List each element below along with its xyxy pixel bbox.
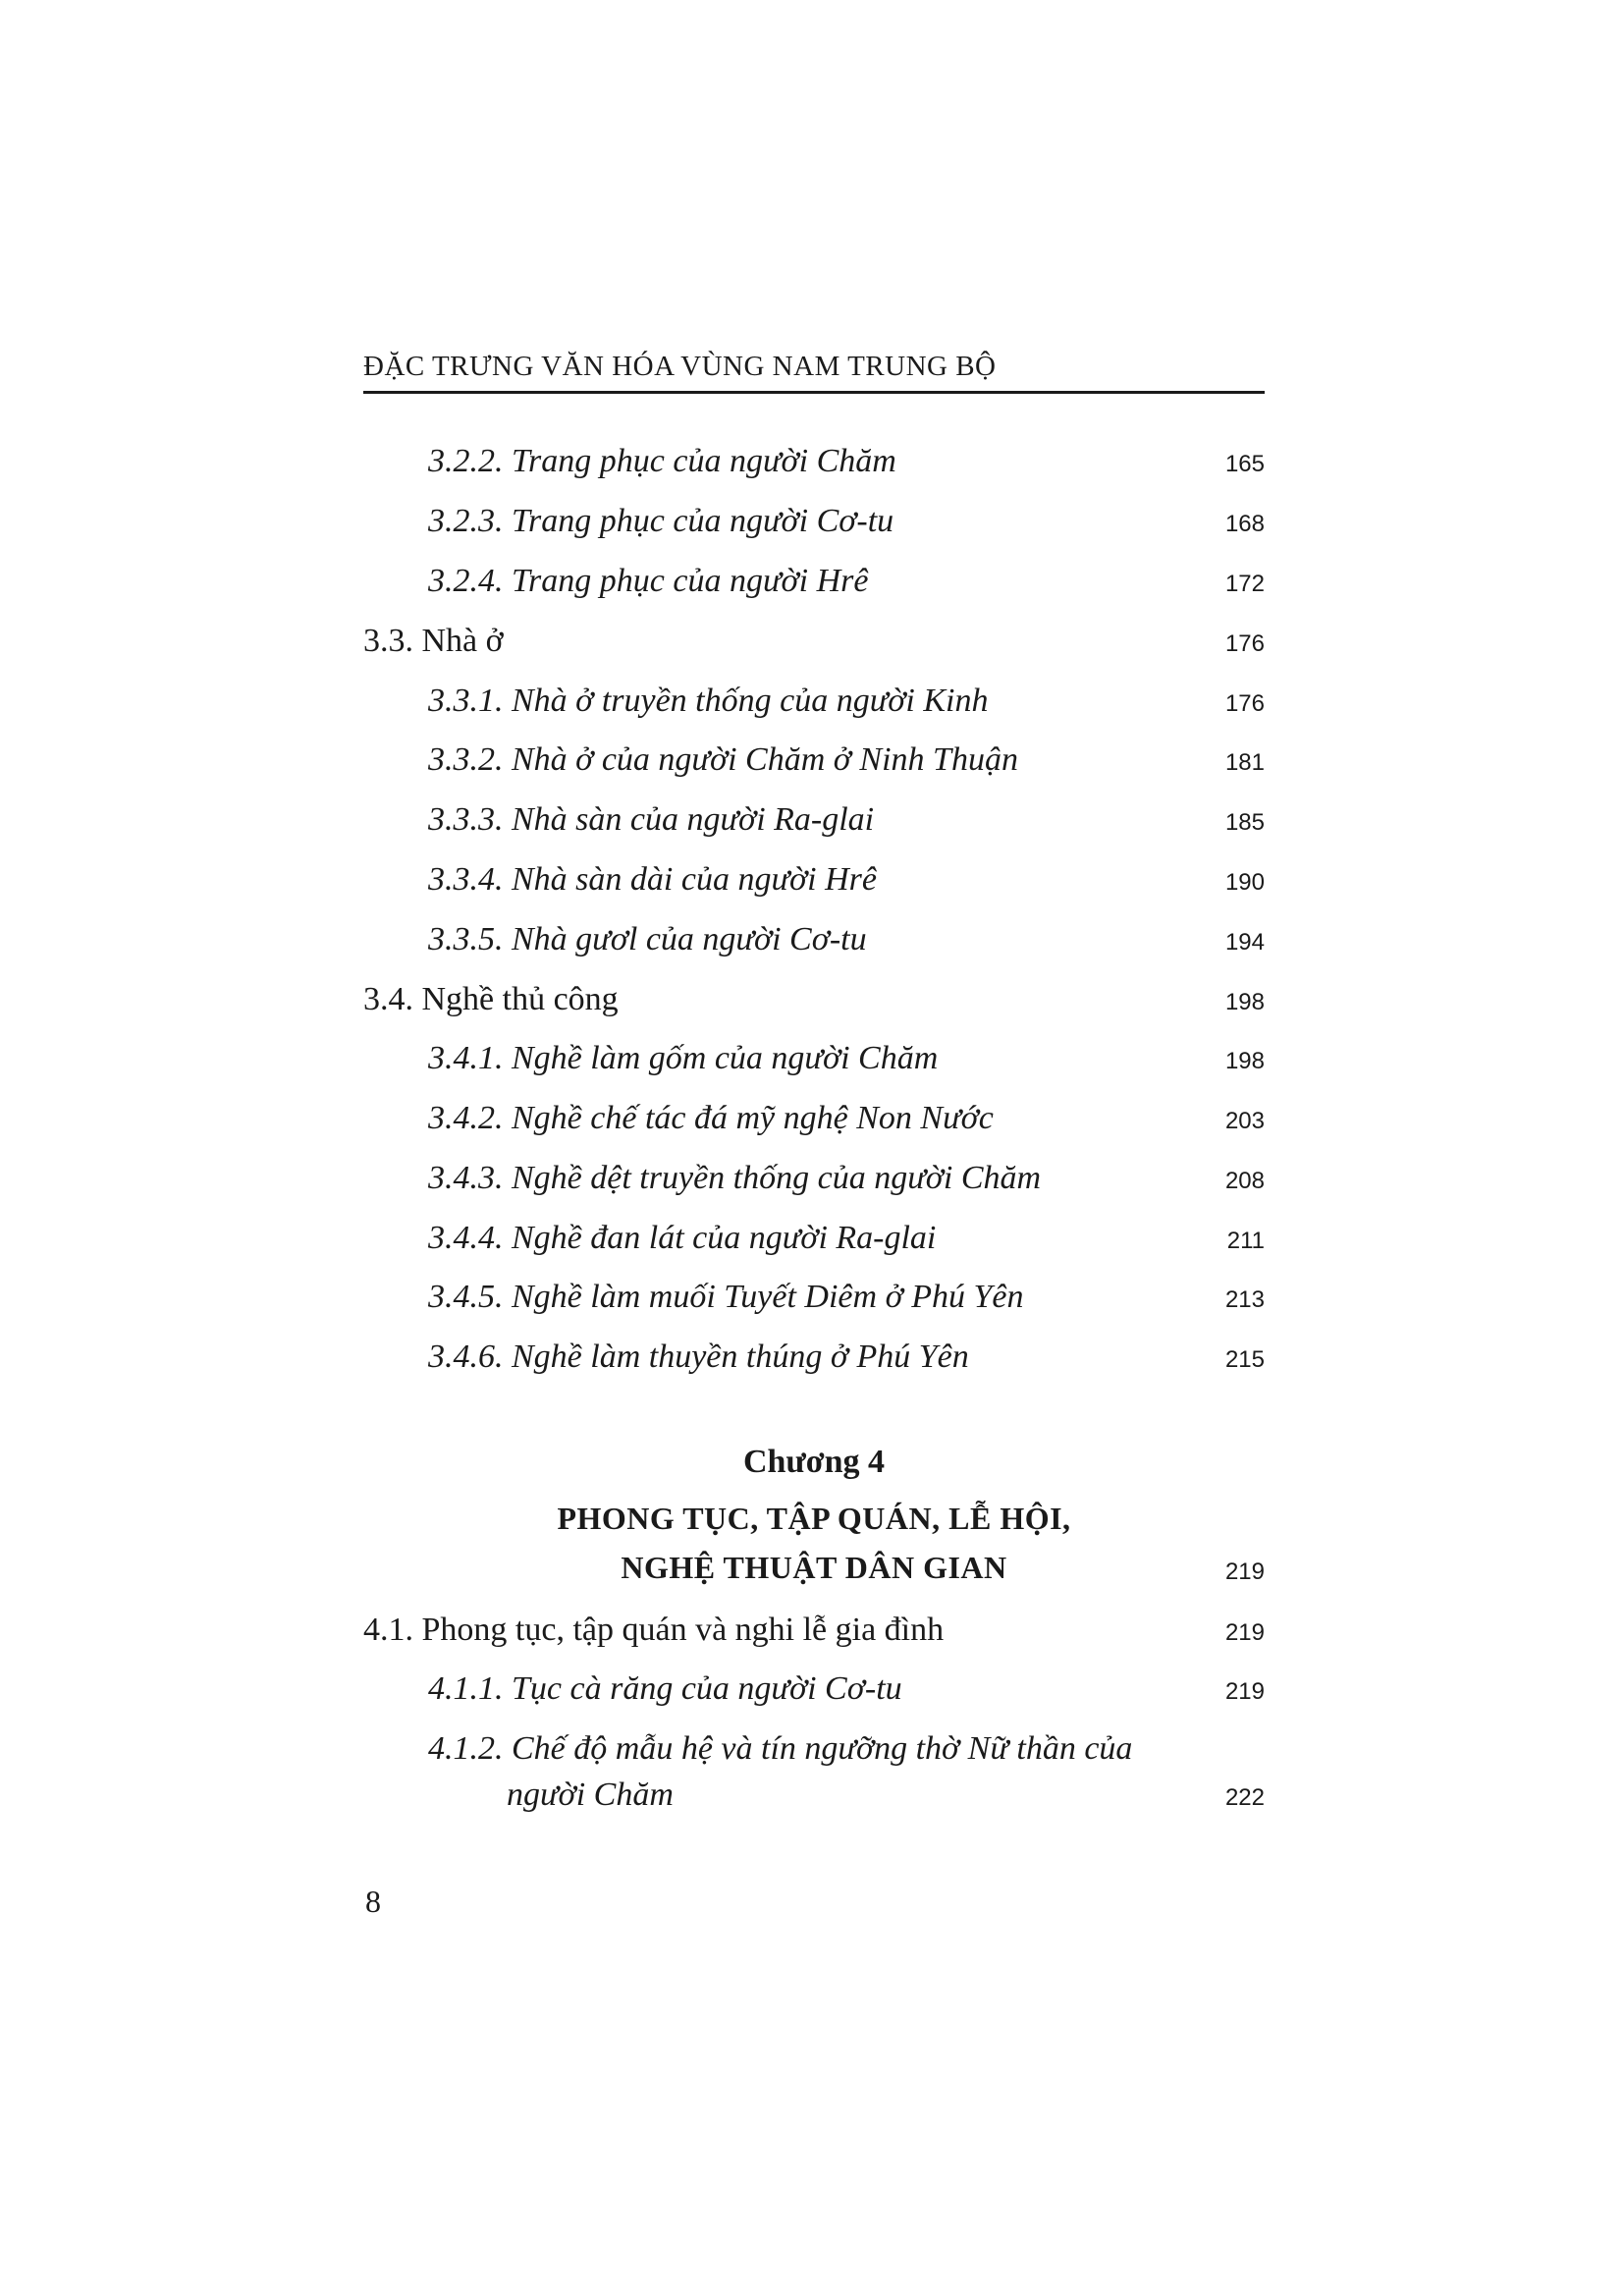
toc-entry-page: 203 (1224, 1108, 1265, 1134)
toc-entry-page: 194 (1224, 929, 1265, 956)
running-header (363, 346, 1265, 394)
toc-entry-page: 198 (1224, 1048, 1265, 1074)
toc-entry (363, 1662, 1265, 1709)
toc-section-page: 176 (1224, 630, 1265, 657)
toc-entry-title: 3.4.5. Nghề làm muối Tuyết Diêm ở Phú Yên (428, 1279, 1024, 1315)
toc-entry (363, 852, 1265, 900)
toc-entry-continuation (363, 1768, 1265, 1815)
toc-entry-title: 3.4.4. Nghề đan lát của người Ra-glai (428, 1220, 937, 1256)
toc-entry-title: 3.2.4. Trang phục của người Hrê (428, 563, 869, 599)
toc-entry-page: 222 (1224, 1784, 1265, 1811)
toc-section-title: 3.4. Nghề thủ công (363, 981, 619, 1017)
toc-entry (363, 554, 1265, 601)
toc-entry-title: 4.1.1. Tục cà răng của người Cơ-tu (428, 1670, 902, 1707)
toc-entry-title: 3.2.2. Trang phục của người Chăm (428, 443, 896, 479)
toc-entry-page: 208 (1224, 1168, 1265, 1194)
toc-entry-title: 4.1.2. Chế độ mẫu hệ và tín ngưỡng thờ Nữ thần của (428, 1730, 1133, 1767)
toc-entry-page: 172 (1224, 571, 1265, 597)
toc-entry (363, 1091, 1265, 1138)
toc-entry-page: 185 (1224, 809, 1265, 836)
toc-entry (363, 1722, 1265, 1769)
toc-entry-page: 165 (1224, 451, 1265, 477)
toc-entry (363, 912, 1265, 959)
toc-entry (363, 434, 1265, 481)
toc-entry-title: 3.4.2. Nghề chế tác đá mỹ nghệ Non Nước (428, 1100, 994, 1136)
toc-entry (363, 674, 1265, 721)
chapter-title-row (363, 1542, 1265, 1589)
toc-entry (363, 1270, 1265, 1317)
toc-entry-page: 176 (1224, 690, 1265, 717)
running-header-title: ĐẶC TRƯNG VĂN HÓA VÙNG NAM TRUNG BỘ (363, 351, 997, 382)
toc-entry-page: 181 (1224, 749, 1265, 776)
toc-entry-page: 213 (1224, 1286, 1265, 1313)
page-number: 8 (365, 1884, 381, 1919)
toc-entry-title: 3.3.2. Nhà ở của người Chăm ở Ninh Thuận (428, 741, 1018, 778)
toc-section (363, 972, 1265, 1019)
toc-entry-title: 3.3.1. Nhà ở truyền thống của người Kinh (428, 683, 989, 719)
toc-entry-page: 215 (1224, 1346, 1265, 1373)
toc-entry-page: 168 (1224, 511, 1265, 537)
toc-entry-page: 190 (1224, 869, 1265, 896)
toc-entry-title: 3.4.3. Nghề dệt truyền thống của người Chăm (428, 1160, 1042, 1196)
toc-entry (363, 1151, 1265, 1198)
toc-entry (363, 1211, 1265, 1258)
chapter-title-line2: NGHỆ THUẬT DÂN GIAN (621, 1550, 1007, 1585)
chapter-label: Chương 4 (742, 1444, 886, 1480)
chapter-page: 219 (1224, 1558, 1265, 1585)
toc-entry-title: 3.3.5. Nhà gươl của người Cơ-tu (428, 921, 867, 957)
toc-section-page: 198 (1224, 989, 1265, 1015)
toc-entry (363, 1330, 1265, 1377)
toc-entry (363, 1031, 1265, 1078)
toc-entry-title: 3.2.3. Trang phục của người Cơ-tu (428, 503, 894, 539)
toc-section-title: 3.3. Nhà ở (363, 623, 504, 659)
toc-section (363, 1603, 1265, 1650)
toc-entry (363, 793, 1265, 840)
toc-section-title: 4.1. Phong tục, tập quán và nghi lễ gia đình (363, 1612, 945, 1648)
toc-entry-title: 3.3.3. Nhà sàn của người Ra-glai (428, 801, 875, 838)
toc-entry-title-continued: người Chăm (507, 1777, 674, 1813)
toc-entry-title: 3.4.1. Nghề làm gốm của người Chăm (428, 1040, 939, 1076)
toc-section-page: 219 (1224, 1619, 1265, 1646)
chapter-title-line1: PHONG TỤC, TẬP QUÁN, LỄ HỘI, (557, 1501, 1071, 1536)
toc-entry (363, 494, 1265, 541)
toc-entry-page: 219 (1224, 1678, 1265, 1705)
toc-entry-page: 211 (1226, 1228, 1265, 1254)
toc-entry (363, 733, 1265, 780)
toc-entry-title: 3.3.4. Nhà sàn dài của người Hrê (428, 861, 877, 898)
toc-section (363, 614, 1265, 661)
toc-entry-title: 3.4.6. Nghề làm thuyền thúng ở Phú Yên (428, 1339, 969, 1375)
